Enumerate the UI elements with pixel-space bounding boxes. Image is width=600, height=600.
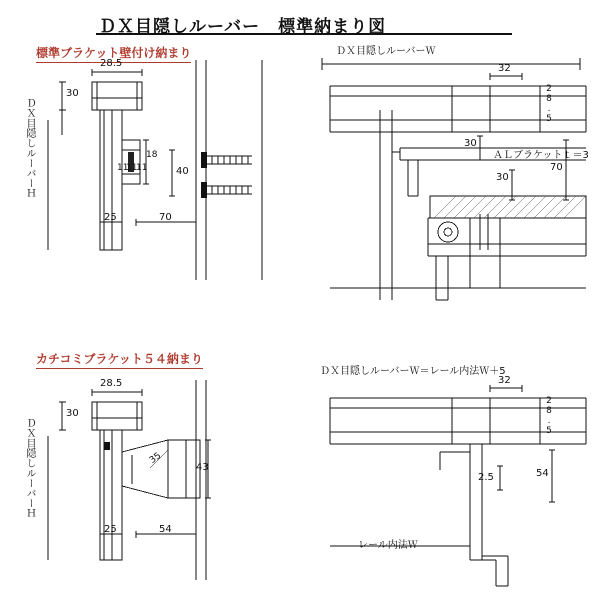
section-heading-upper-left: 標準ブラケット壁付け納まり [36, 44, 191, 63]
dim-ur-32: 32 [498, 63, 511, 74]
dim-ll-28-5: 28.5 [100, 378, 123, 389]
section-heading-lower-left: カチコミブラケット５４納まり [36, 350, 203, 369]
dim-ur-30-b: 30 [496, 172, 509, 183]
section-heading-upper-right: ＤＸ目隠しルーバーＷ [336, 46, 436, 57]
dim-ul-28-5: 28.5 [100, 58, 123, 69]
label-al-bracket: ＡＬブラケットｔ＝3 [493, 150, 589, 161]
dim-ul-11-b: 11 [136, 163, 148, 173]
dim-ll-43: 43 [196, 462, 209, 473]
label-ul-louver-h: ＤＸ目隠しルーバーＨ [24, 98, 35, 198]
dim-lr-32: 32 [498, 375, 511, 386]
dim-ul-11-c: 18 [146, 150, 158, 160]
dim-ll-25: 25 [104, 524, 117, 535]
dim-ur-28-5: 28.5 [544, 84, 554, 124]
dim-ur-70: 70 [550, 162, 563, 173]
dim-ul-11-a: 11 [117, 163, 129, 173]
dim-lr-28-5: 28.5 [544, 396, 554, 436]
dim-ul-70: 70 [159, 212, 172, 223]
label-rail-inner-width: レール内法Ｗ [358, 540, 418, 551]
dim-ul-40: 40 [176, 166, 189, 177]
dim-ll-35: 35 [148, 450, 164, 466]
label-ll-louver-h: ＤＸ目隠しルーバーＨ [24, 418, 35, 518]
page-title: ＤＸ目隠しルーバー 標準納まり図 [99, 17, 387, 37]
dim-lr-54: 54 [536, 468, 549, 479]
dim-ll-30: 30 [66, 408, 79, 419]
dim-ul-18: 11 [126, 163, 138, 173]
dim-ul-25: 25 [104, 212, 117, 223]
dim-ll-54: 54 [159, 524, 172, 535]
section-heading-lower-right: ＤＸ目隠しルーバーＷ＝レール内法Ｗ＋5 [320, 366, 506, 377]
dim-lr-2-5: 2.5 [478, 472, 494, 483]
dim-ul-30: 30 [66, 88, 79, 99]
dim-ur-30-a: 30 [464, 138, 477, 149]
